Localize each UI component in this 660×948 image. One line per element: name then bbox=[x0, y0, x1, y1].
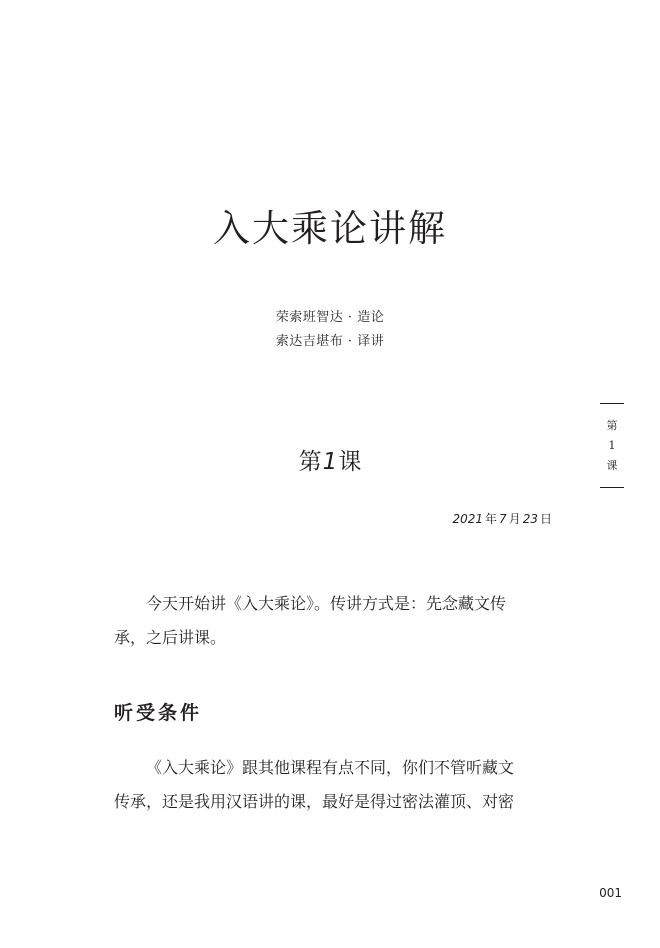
date-year: 2021 bbox=[452, 512, 484, 526]
paragraph-line: 承，之后讲课。 bbox=[114, 628, 227, 647]
paragraph-line: 《入大乘论》跟其他课程有点不同，你们不管听藏文 bbox=[146, 758, 515, 777]
lesson-prefix: 第 bbox=[298, 449, 322, 475]
side-tab-char-bottom: 课 bbox=[606, 458, 618, 472]
side-tab-char-top: 第 bbox=[606, 418, 618, 432]
date-year-unit: 年 bbox=[485, 512, 498, 526]
section-heading: 听受条件 bbox=[114, 702, 203, 724]
date-month-unit: 月 bbox=[508, 512, 521, 526]
book-credits bbox=[0, 306, 660, 354]
author-line: 荣索班智达 · 造论 bbox=[275, 310, 385, 325]
book-title: 入大乘论讲解 bbox=[213, 207, 447, 250]
lesson-heading bbox=[0, 446, 660, 478]
date-day-unit: 日 bbox=[539, 512, 552, 526]
intro-paragraph bbox=[114, 587, 560, 655]
lesson-number: 1 bbox=[322, 449, 338, 475]
paragraph-line: 传承，还是我用汉语讲的课，最好是得过密法灌顶、对密 bbox=[114, 792, 515, 811]
date-month: 7 bbox=[499, 512, 507, 526]
conditions-paragraph bbox=[114, 751, 560, 819]
page-number: 001 bbox=[599, 886, 622, 900]
translator-line: 索达吉堪布 · 译讲 bbox=[275, 334, 385, 349]
lesson-suffix: 课 bbox=[338, 449, 362, 475]
side-tab-number: 1 bbox=[608, 438, 616, 452]
paragraph-line: 今天开始讲《入大乘论》。传讲方式是：先念藏文传 bbox=[146, 594, 507, 613]
date-day: 23 bbox=[522, 512, 538, 526]
lesson-date bbox=[452, 510, 554, 528]
